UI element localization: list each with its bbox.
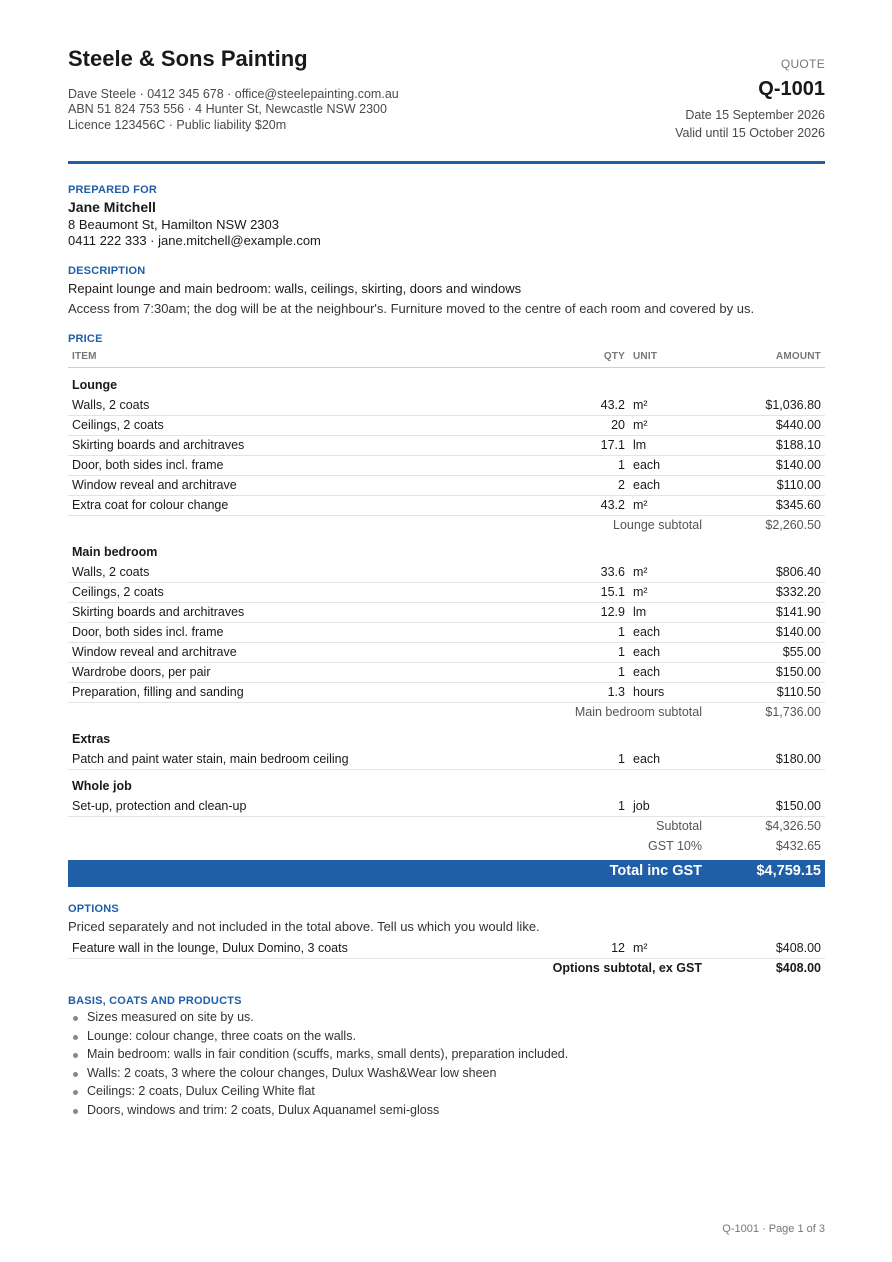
bullet-dot-icon (73, 1053, 78, 1058)
subtotal-row-amount: $4,326.50 (765, 819, 821, 833)
col-amount: AMOUNT (775, 351, 821, 362)
item-unit: each (633, 752, 661, 766)
item-qty: 43.2 (600, 398, 625, 412)
group-heading: Lounge (72, 378, 118, 392)
item-description: Walls, 2 coats (72, 398, 150, 412)
item-unit: m² (633, 565, 648, 579)
table-row (68, 796, 825, 817)
table-row (68, 662, 825, 683)
item-unit: each (633, 458, 661, 472)
group-subtotal-amount: $2,260.50 (765, 518, 821, 532)
item-description: Set-up, protection and clean-up (72, 799, 247, 813)
item-qty: 15.1 (600, 585, 625, 599)
price-table-header (68, 351, 825, 368)
group-heading: Main bedroom (72, 545, 158, 559)
item-description: Ceilings, 2 coats (72, 418, 164, 432)
header-divider (68, 161, 825, 164)
item-amount: $180.00 (775, 752, 821, 766)
basis-item: Doors, windows and trim: 2 coats, Dulux Aquanamel semi-gloss (68, 1103, 825, 1122)
item-amount: $150.00 (775, 799, 821, 813)
item-qty: 12.9 (600, 605, 625, 619)
group-subtotal-amount: $1,736.00 (765, 705, 821, 719)
bullet-dot-icon (73, 1090, 78, 1095)
total-label: Total inc GST (609, 863, 702, 879)
item-description: Wardrobe doors, per pair (72, 665, 211, 679)
item-description: Window reveal and architrave (72, 645, 237, 659)
item-qty: 1 (618, 625, 625, 639)
options-subtotal (68, 958, 825, 978)
item-description: Preparation, filling and sanding (72, 685, 244, 699)
table-row (68, 682, 825, 703)
quote-date: Date 15 September 2026 (685, 108, 825, 122)
bullet-dot-icon (73, 1016, 78, 1021)
table-row (68, 435, 825, 456)
description-notes: Access from 7:30am; the dog will be at the neighbour's. Furniture moved to the centre of each room and covered by us. (68, 301, 755, 316)
options-subtotal-amount: $408.00 (775, 961, 821, 975)
client-address: 8 Beaumont St, Hamilton NSW 2303 (68, 217, 279, 232)
item-amount: $806.40 (775, 565, 821, 579)
gst-row-amount: $432.65 (775, 839, 821, 853)
item-description: Skirting boards and architraves (72, 438, 245, 452)
item-unit: lm (633, 605, 647, 619)
item-amount: $408.00 (775, 941, 821, 955)
table-row (68, 938, 825, 959)
item-qty: 20 (611, 418, 625, 432)
doc-type-label: QUOTE (780, 57, 825, 71)
item-unit: m² (633, 398, 648, 412)
table-row (68, 455, 825, 476)
item-qty: 1.3 (607, 685, 625, 699)
col-unit: UNIT (633, 351, 658, 362)
basis-item: Ceilings: 2 coats, Dulux Ceiling White flat (68, 1084, 825, 1103)
basis-item: Sizes measured on site by us. (68, 1010, 825, 1029)
item-description: Ceilings, 2 coats (72, 585, 164, 599)
col-item: ITEM (72, 351, 97, 362)
item-description: Window reveal and architrave (72, 478, 237, 492)
group-heading: Extras (72, 732, 111, 746)
item-qty: 17.1 (600, 438, 625, 452)
company-licence: Licence 123456C · Public liability $20m (68, 118, 287, 132)
item-amount: $110.50 (776, 685, 821, 699)
total-amount: $4,759.15 (756, 863, 821, 879)
item-description: Door, both sides incl. frame (72, 625, 224, 639)
item-amount: $1,036.80 (765, 398, 821, 412)
item-unit: m² (633, 418, 648, 432)
item-unit: job (633, 799, 650, 813)
item-unit: lm (633, 438, 647, 452)
item-description: Door, both sides incl. frame (72, 458, 224, 472)
table-row (68, 495, 825, 516)
quote-valid-until: Valid until 15 October 2026 (675, 126, 825, 140)
company-abn: ABN 51 824 753 556 · 4 Hunter St, Newcastle NSW 2300 (68, 102, 387, 116)
quote-number: Q-1001 (758, 78, 825, 100)
basis-list (68, 1010, 825, 1121)
basis-item: Lounge: colour change, three coats on the walls. (68, 1029, 825, 1048)
group-heading: Whole job (72, 779, 132, 793)
col-qty: QTY (603, 351, 625, 362)
table-row (68, 475, 825, 496)
item-unit: hours (633, 685, 665, 699)
item-unit: each (633, 625, 661, 639)
options-subtotal-label: Options subtotal, ex GST (552, 961, 702, 975)
item-qty: 1 (618, 799, 625, 813)
item-amount: $150.00 (775, 665, 821, 679)
item-amount: $345.60 (775, 498, 821, 512)
item-qty: 1 (618, 458, 625, 472)
item-amount: $188.10 (775, 438, 821, 452)
gst-row (68, 836, 825, 856)
subtotal-row (68, 816, 825, 836)
basis-item: Main bedroom: walls in fair condition (scuffs, marks, small dents), preparation included. (68, 1047, 825, 1066)
item-unit: m² (633, 498, 648, 512)
item-unit: m² (633, 941, 648, 955)
quote-page (68, 0, 825, 1262)
table-row (68, 582, 825, 603)
options-heading: OPTIONS (68, 903, 119, 915)
item-unit: each (633, 645, 661, 659)
table-row (68, 562, 825, 583)
item-amount: $140.00 (775, 458, 821, 472)
bullet-dot-icon (73, 1035, 78, 1040)
group-subtotal (68, 515, 825, 535)
item-description: Patch and paint water stain, main bedroom ceiling (72, 752, 349, 766)
item-qty: 33.6 (600, 565, 625, 579)
basis-heading: BASIS, COATS AND PRODUCTS (68, 995, 242, 1007)
item-unit: m² (633, 585, 648, 599)
gst-row-label: GST 10% (648, 839, 702, 853)
subtotal-row-label: Subtotal (656, 819, 702, 833)
item-description: Walls, 2 coats (72, 565, 150, 579)
item-amount: $140.00 (775, 625, 821, 639)
total-bar (68, 860, 825, 887)
basis-item: Walls: 2 coats, 3 where the colour changes, Dulux Wash&Wear low sheen (68, 1066, 825, 1085)
item-amount: $55.00 (782, 645, 821, 659)
item-amount: $332.20 (775, 585, 821, 599)
item-qty: 2 (618, 478, 625, 492)
table-row (68, 642, 825, 663)
bullet-dot-icon (73, 1109, 78, 1114)
table-row (68, 749, 825, 770)
company-contact: Dave Steele · 0412 345 678 · office@steelepainting.com.au (68, 87, 399, 101)
item-qty: 1 (618, 665, 625, 679)
group-subtotal (68, 702, 825, 722)
table-row (68, 395, 825, 416)
bullet-dot-icon (73, 1072, 78, 1077)
quote-header (68, 46, 825, 146)
company-name: Steele & Sons Painting (68, 46, 308, 71)
item-qty: 43.2 (600, 498, 625, 512)
item-unit: each (633, 478, 661, 492)
item-qty: 12 (611, 941, 625, 955)
item-description: Skirting boards and architraves (72, 605, 245, 619)
client-contact: 0411 222 333 · jane.mitchell@example.com (68, 233, 321, 248)
description-heading: DESCRIPTION (68, 265, 146, 277)
item-description: Extra coat for colour change (72, 498, 229, 512)
table-row (68, 622, 825, 643)
item-amount: $440.00 (775, 418, 821, 432)
group-subtotal-label: Main bedroom subtotal (574, 705, 702, 719)
item-unit: each (633, 665, 661, 679)
item-amount: $141.90 (775, 605, 821, 619)
item-qty: 1 (618, 752, 625, 766)
client-name: Jane Mitchell (68, 199, 156, 215)
page-footer: Q-1001 · Page 1 of 3 (722, 1223, 825, 1235)
item-description: Feature wall in the lounge, Dulux Domino, 3 coats (72, 941, 348, 955)
table-row (68, 602, 825, 623)
options-note: Priced separately and not included in the total above. Tell us which you would like. (68, 919, 540, 934)
group-subtotal-label: Lounge subtotal (613, 518, 702, 532)
table-row (68, 415, 825, 436)
item-amount: $110.00 (776, 478, 821, 492)
description-summary: Repaint lounge and main bedroom: walls, ceilings, skirting, doors and windows (68, 281, 522, 296)
item-qty: 1 (618, 645, 625, 659)
prepared-for-heading: PREPARED FOR (68, 184, 157, 196)
price-heading: PRICE (68, 333, 103, 345)
